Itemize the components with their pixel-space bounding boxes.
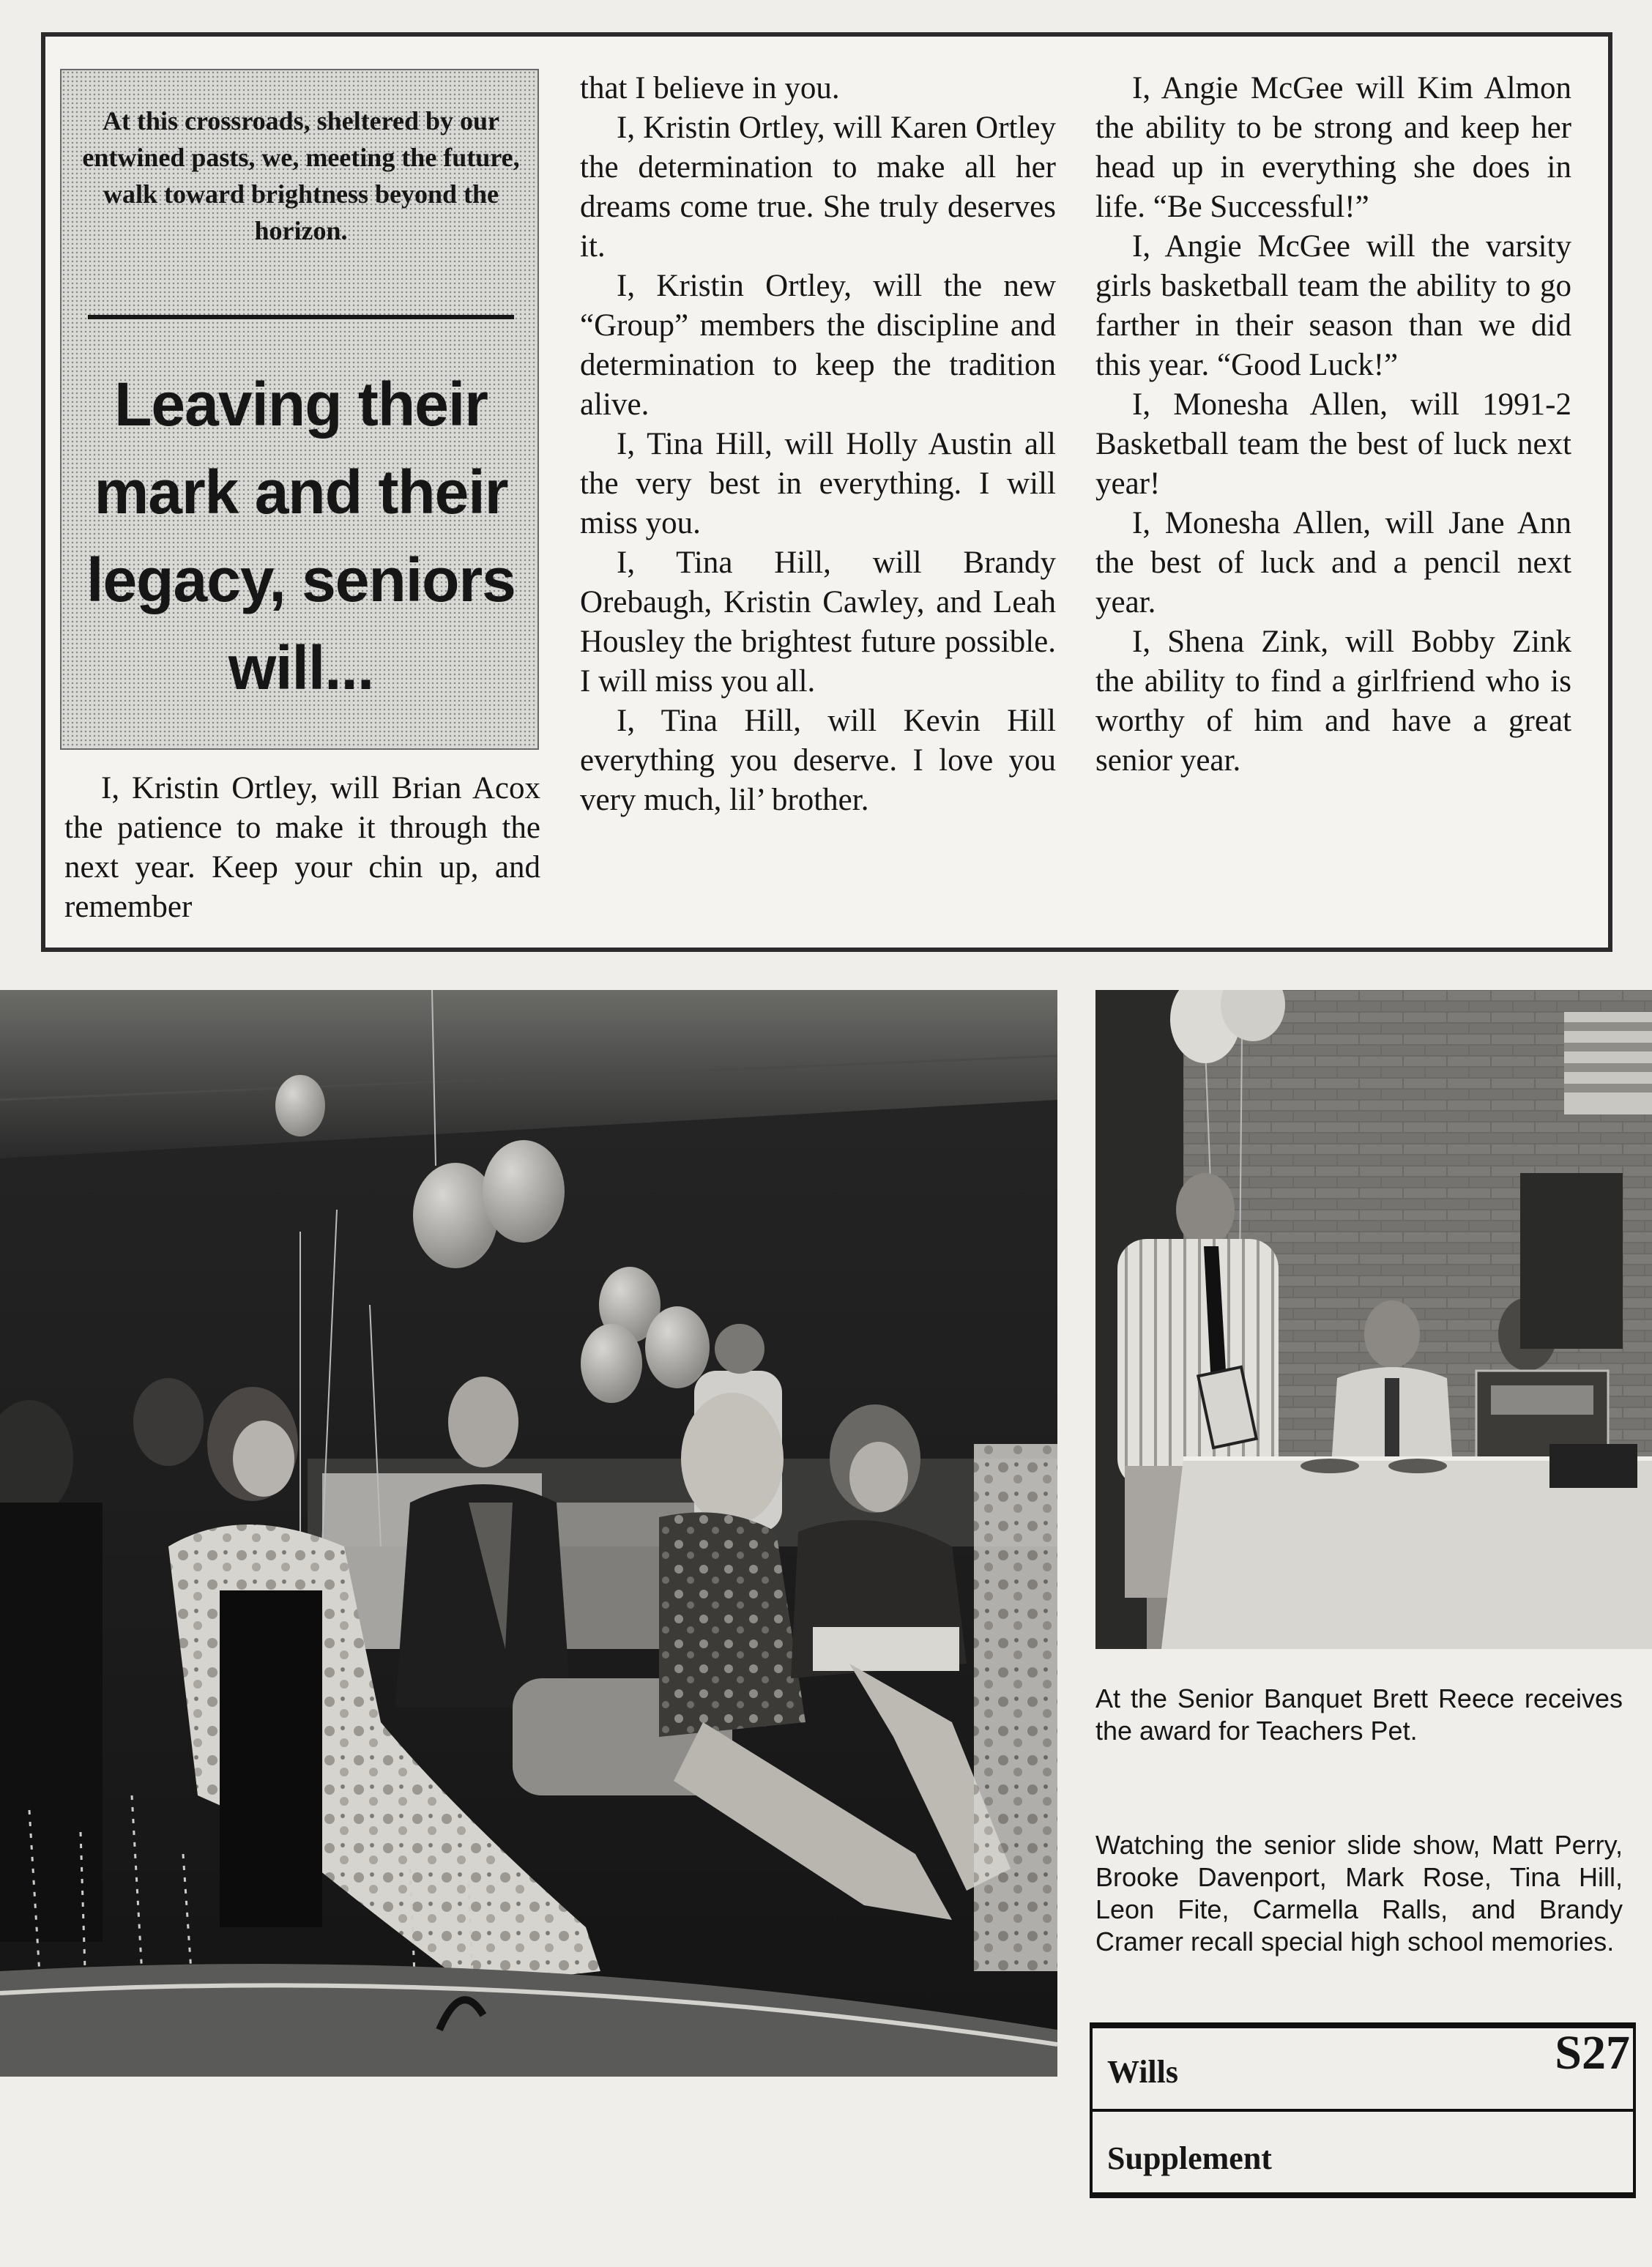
will-entry: I, Angie McGee will Kim Almon the ability to be strong and keep her head up in everything she does in life. “Be Successful!” xyxy=(1095,71,1571,224)
tag-bottom-rule xyxy=(1090,2192,1636,2198)
slideshow-caption: Watching the senior slide show, Matt Perry, Brooke Davenport, Mark Rose, Tina Hill, Leon Fite, Carmella Ralls, and Brandy Cramer recall special high school memories. xyxy=(1095,1830,1623,1957)
sidebar-box xyxy=(60,69,539,750)
will-entry: I, Tina Hill, will Brandy Orebaugh, Kristin Cawley, and Leah Housley the brightest future possible. I will miss you all. xyxy=(580,546,1056,699)
will-entry: I, Monesha Allen, will Jane Ann the best of luck and a pencil next year. xyxy=(1095,506,1571,619)
will-entry: I, Shena Zink, will Bobby Zink the ability to find a girlfriend who is worthy of him and have a great senior year. xyxy=(1095,625,1571,778)
will-entry: I, Kristin Ortley, will Brian Acox the patience to make it through the next year. Keep your chin up, and remember xyxy=(64,771,540,924)
banquet-photo xyxy=(1095,990,1652,1649)
will-entry: I, Kristin Ortley, will Karen Ortley the determination to make all her dreams come true. She truly deserves it. xyxy=(580,111,1056,264)
section-tag xyxy=(1090,2022,1636,2198)
will-entry: that I believe in you. xyxy=(580,71,840,105)
will-entry: I, Angie McGee will the varsity girls basketball team the ability to go farther in their season than we did this year. “Good Luck!” xyxy=(1095,229,1571,382)
section-label-supplement: Supplement xyxy=(1107,2140,1272,2176)
will-entry: I, Kristin Ortley, will the new “Group” members the discipline and determination to keep the tradition alive. xyxy=(580,269,1056,422)
divider-rule xyxy=(88,315,514,319)
banquet-caption: At the Senior Banquet Brett Reece receives the award for Teachers Pet. xyxy=(1095,1683,1623,1746)
page-headline: Leaving their mark and their legacy, seniors will... xyxy=(86,370,516,702)
wills-column-1 xyxy=(64,769,540,927)
wills-column-3 xyxy=(1095,69,1571,781)
slideshow-photo xyxy=(0,990,1057,2077)
page-number: S27 xyxy=(1555,2026,1630,2080)
tag-top-rule xyxy=(1090,2022,1636,2028)
will-entry: I, Tina Hill, will Kevin Hill everything you deserve. I love you very much, lil’ brother. xyxy=(580,704,1056,817)
tag-mid-rule xyxy=(1090,2109,1636,2112)
wills-column-2 xyxy=(580,69,1056,820)
section-label-wills: Wills xyxy=(1107,2054,1179,2090)
will-entry: I, Tina Hill, will Holly Austin all the very best in everything. I will miss you. xyxy=(580,427,1056,540)
intro-text: At this crossroads, sheltered by our entwined pasts, we, meeting the future, walk toward brightness beyond the horizon. xyxy=(82,106,520,245)
will-entry: I, Monesha Allen, will 1991-2 Basketball team the best of luck next year! xyxy=(1095,387,1571,501)
